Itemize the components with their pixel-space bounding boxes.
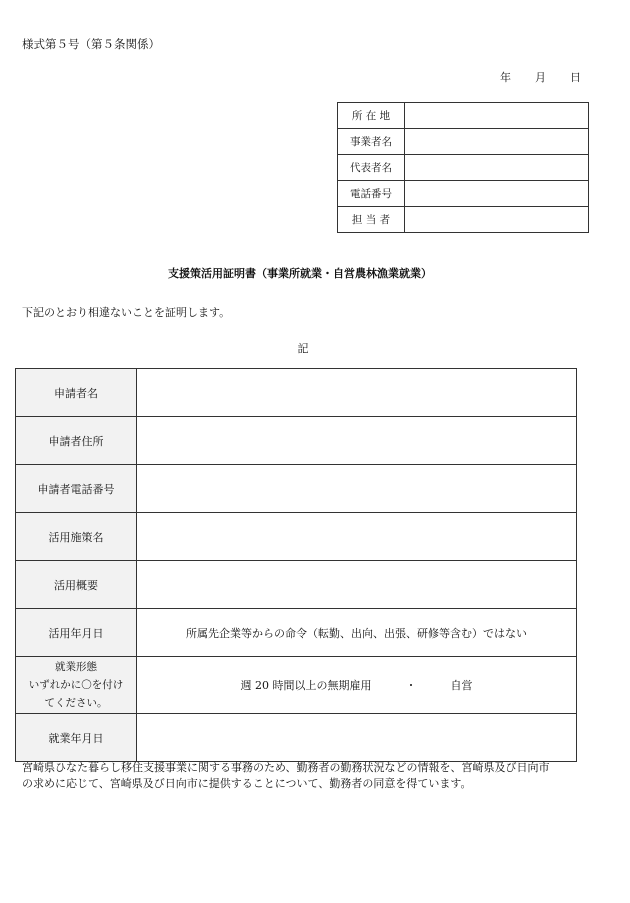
row-employment-date [16, 714, 577, 762]
employment-date-field[interactable] [137, 714, 577, 762]
consent-footnote [22, 760, 602, 792]
application-details-table [15, 368, 577, 762]
row-summary [16, 561, 577, 609]
applicant-phone-field[interactable] [137, 465, 577, 513]
employment-type-label [16, 657, 137, 714]
row-employment-type [16, 657, 577, 714]
company-info-table [337, 102, 589, 233]
date-year-label: 年 [500, 71, 511, 84]
employment-type-label-line1: 就業形態 [55, 661, 97, 673]
footnote-line-1: 宮崎県ひなた暮らし移住支援事業に関する事務のため、勤務者の勤務状況などの情報を、宮崎県及び日向市 [22, 761, 550, 774]
row-usage-date [16, 609, 577, 657]
company-row-address [338, 103, 589, 129]
company-row-name [338, 129, 589, 155]
policy-name-field[interactable] [137, 513, 577, 561]
applicant-phone-label: 申請者電話番号 [16, 465, 137, 513]
document-title: 支援策活用証明書（事業所就業・自営農林漁業就業） [168, 267, 432, 280]
company-row-phone [338, 181, 589, 207]
date-line [500, 69, 581, 85]
company-name-label: 事業者名 [338, 129, 405, 155]
employment-type-options [137, 657, 577, 714]
company-phone-label: 電話番号 [338, 181, 405, 207]
form-number: 様式第５号（第５条関係） [22, 37, 160, 51]
row-applicant-address [16, 417, 577, 465]
row-applicant-name [16, 369, 577, 417]
row-policy-name [16, 513, 577, 561]
option-fulltime-employment[interactable]: 週 20 時間以上の無期雇用 [240, 679, 372, 692]
usage-date-field[interactable]: 所属先企業等からの命令（転勤、出向、出張、研修等含む）ではない [137, 609, 577, 657]
policy-name-label: 活用施策名 [16, 513, 137, 561]
ki-heading: 記 [297, 342, 309, 355]
company-phone-field[interactable] [405, 181, 589, 207]
representative-field[interactable] [405, 155, 589, 181]
employment-date-label: 就業年月日 [16, 714, 137, 762]
employment-type-label-line3: てください。 [44, 697, 108, 709]
certification-statement: 下記のとおり相違ないことを証明します。 [22, 306, 231, 319]
applicant-address-label: 申請者住所 [16, 417, 137, 465]
applicant-name-label: 申請者名 [16, 369, 137, 417]
company-address-label: 所 在 地 [338, 103, 405, 129]
contact-person-label: 担 当 者 [338, 207, 405, 233]
option-separator: ・ [405, 679, 417, 692]
employment-type-label-line2: いずれかに〇を付け [28, 679, 124, 691]
footnote-line-2: の求めに応じて、宮崎県及び日向市に提供することについて、勤務者の同意を得ています。 [22, 777, 472, 790]
usage-date-label: 活用年月日 [16, 609, 137, 657]
summary-field[interactable] [137, 561, 577, 609]
company-row-contact [338, 207, 589, 233]
company-address-field[interactable] [405, 103, 589, 129]
applicant-address-field[interactable] [137, 417, 577, 465]
date-month-label: 月 [535, 71, 546, 84]
option-self-employed[interactable]: 自営 [450, 679, 473, 692]
date-day-label: 日 [570, 71, 581, 84]
summary-label: 活用概要 [16, 561, 137, 609]
company-row-representative [338, 155, 589, 181]
row-applicant-phone [16, 465, 577, 513]
company-name-field[interactable] [405, 129, 589, 155]
applicant-name-field[interactable] [137, 369, 577, 417]
representative-label: 代表者名 [338, 155, 405, 181]
contact-person-field[interactable] [405, 207, 589, 233]
